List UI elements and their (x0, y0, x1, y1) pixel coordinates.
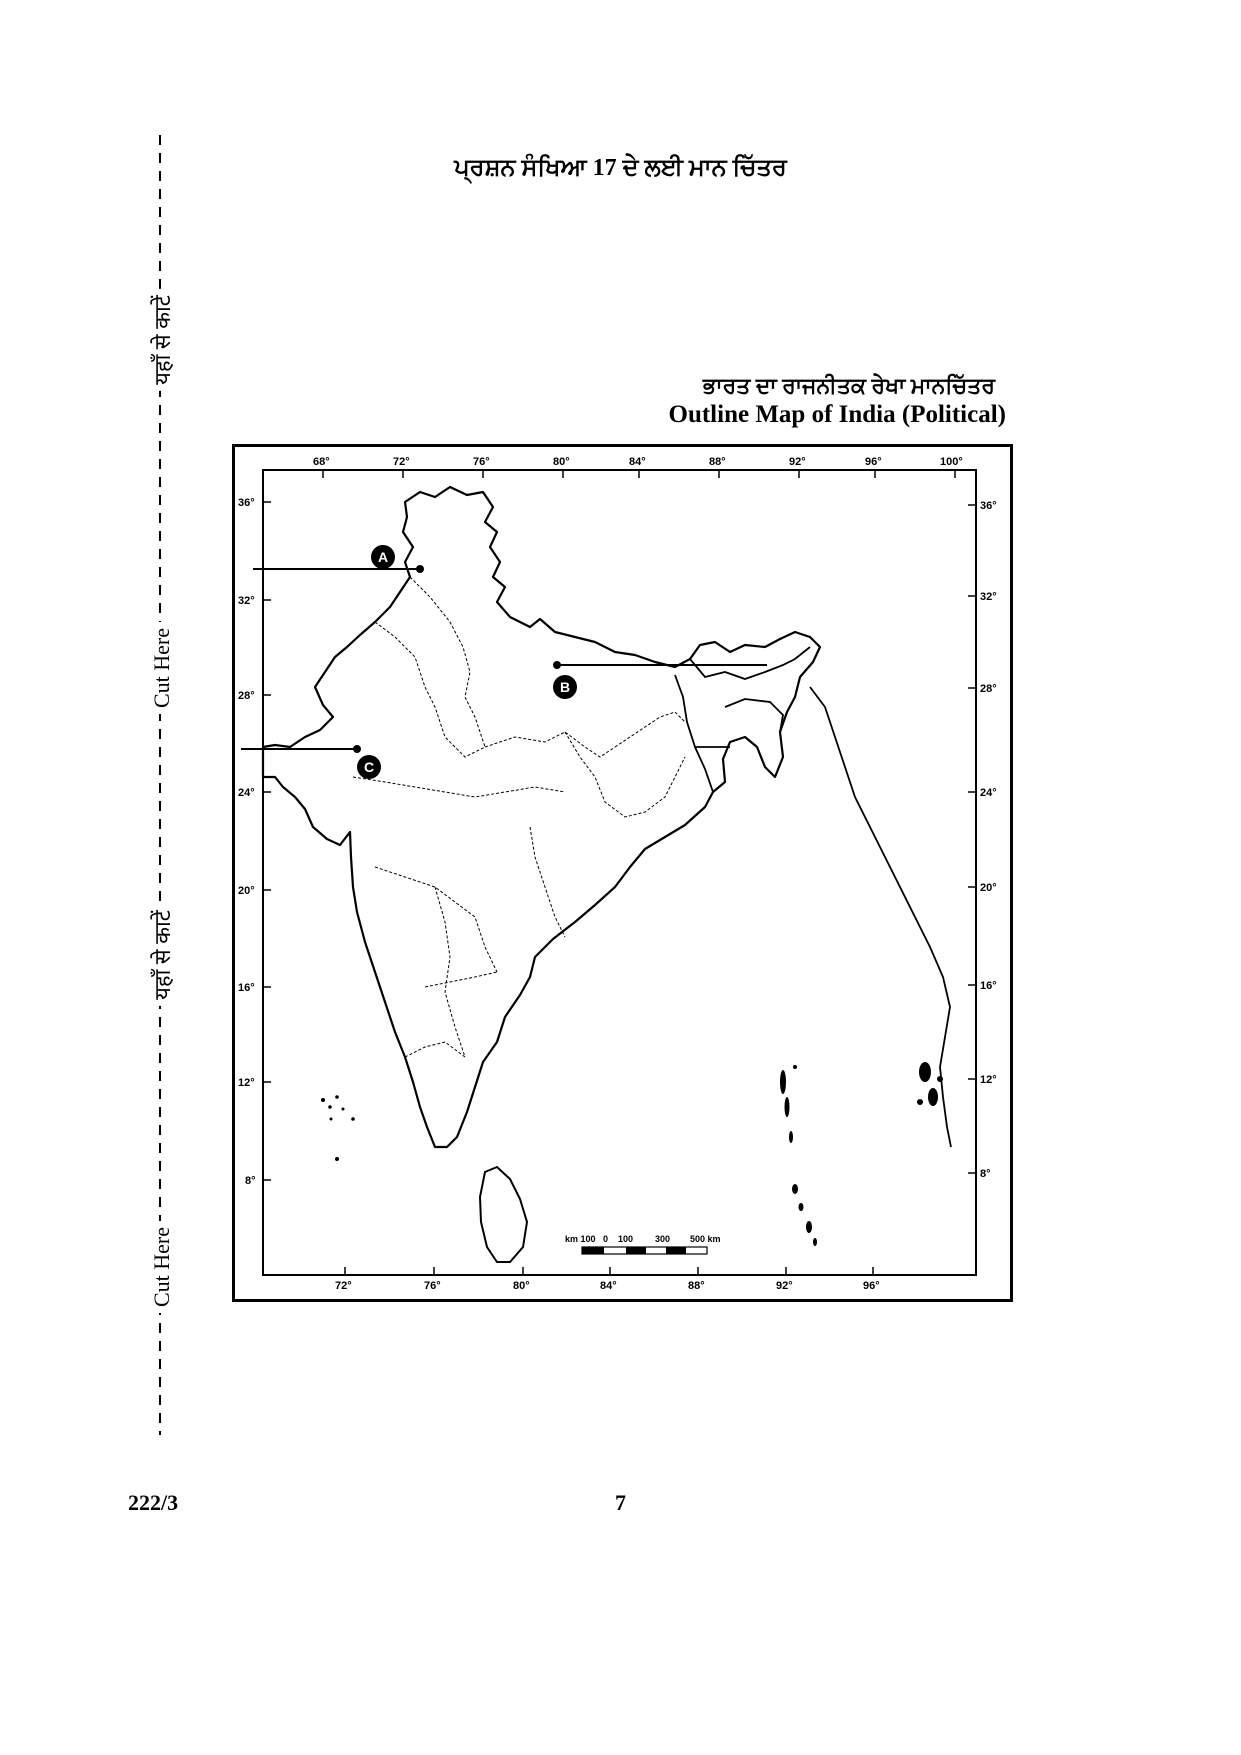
bottom-longitude-label: 96° (863, 1280, 880, 1292)
left-latitude-label: 16° (238, 982, 255, 994)
andaman-nicobar-islands (780, 1065, 817, 1246)
east-coastline (810, 687, 951, 1147)
paper-code: 222/3 (128, 1490, 179, 1515)
left-latitude-label: 12° (238, 1077, 255, 1089)
right-latitude-label: 28° (980, 683, 997, 695)
bottom-longitude-label: 76° (424, 1280, 441, 1292)
right-latitude-label: 16° (980, 980, 997, 992)
sri-lanka-outline (480, 1167, 527, 1262)
marker-a-label: A (378, 549, 389, 565)
scale-label: km 100 (565, 1234, 596, 1244)
cut-label-hindi-2: यहाँ से काटें (147, 904, 177, 1006)
cut-label-english-1: Cut Here (149, 622, 175, 714)
mergui-islands (917, 1062, 943, 1106)
right-latitude-label: 12° (980, 1074, 997, 1086)
scale-bar (565, 1234, 721, 1254)
left-latitude-label: 24° (238, 787, 255, 799)
map-title-punjabi: ਭਾਰਤ ਦਾ ਰਾਜਨੀਤਕ ਰੇਖਾ ਮਾਨਚਿੱਤਰ (702, 373, 995, 398)
left-latitude-label: 28° (238, 690, 255, 702)
marker-b-point (553, 661, 561, 669)
left-latitude-label: 36° (238, 497, 255, 509)
scale-label: 100 (618, 1234, 634, 1244)
northeast-boundary (675, 647, 810, 792)
map-inner-border (263, 470, 976, 1275)
map-frame (232, 444, 1013, 1302)
top-longitude-label: 72° (393, 456, 410, 468)
page-number: 7 (615, 1490, 626, 1515)
page-heading: ਪ੍ਰਸ਼ਨ ਸੰਖਿਆ 17 ਦੇ ਲਈ ਮਾਨ ਚਿੱਤਰ (454, 155, 787, 181)
bottom-longitude-label: 80° (513, 1280, 530, 1292)
right-latitude-label: 36° (980, 500, 997, 512)
right-latitude-label: 20° (980, 882, 997, 894)
scale-label: 0 (603, 1234, 609, 1244)
india-boundary (263, 487, 820, 1147)
top-longitude-label: 92° (789, 456, 806, 468)
top-longitude-label: 80° (553, 456, 570, 468)
top-longitude-label: 100° (940, 456, 963, 468)
scale-label: 500 km (690, 1234, 721, 1244)
cut-label-english-2: Cut Here (149, 1221, 175, 1313)
top-longitude-label: 76° (473, 456, 490, 468)
lakshadweep-islands (321, 1095, 355, 1161)
top-longitude-label: 68° (313, 456, 330, 468)
right-latitude-label: 24° (980, 787, 997, 799)
india-outline-map (235, 447, 1010, 1299)
bottom-longitude-label: 88° (688, 1280, 705, 1292)
left-latitude-label: 8° (245, 1175, 256, 1187)
map-title-english: Outline Map of India (Political) (668, 401, 1006, 428)
right-latitude-label: 32° (980, 591, 997, 603)
marker-a-point (416, 565, 424, 573)
left-latitude-label: 20° (238, 885, 255, 897)
top-longitude-label: 88° (709, 456, 726, 468)
bottom-longitude-label: 72° (335, 1280, 352, 1292)
marker-c-label: C (364, 759, 375, 775)
scale-label: 300 (655, 1234, 671, 1244)
marker-c-point (353, 745, 361, 753)
bottom-longitude-label: 84° (600, 1280, 617, 1292)
top-longitude-label: 96° (865, 456, 882, 468)
marker-b-label: B (560, 679, 571, 695)
bottom-longitude-label: 92° (776, 1280, 793, 1292)
top-longitude-label: 84° (629, 456, 646, 468)
state-boundaries (353, 577, 685, 1057)
left-latitude-label: 32° (238, 595, 255, 607)
right-latitude-label: 8° (980, 1168, 991, 1180)
cut-label-hindi-1: यहाँ से काटें (147, 289, 177, 391)
